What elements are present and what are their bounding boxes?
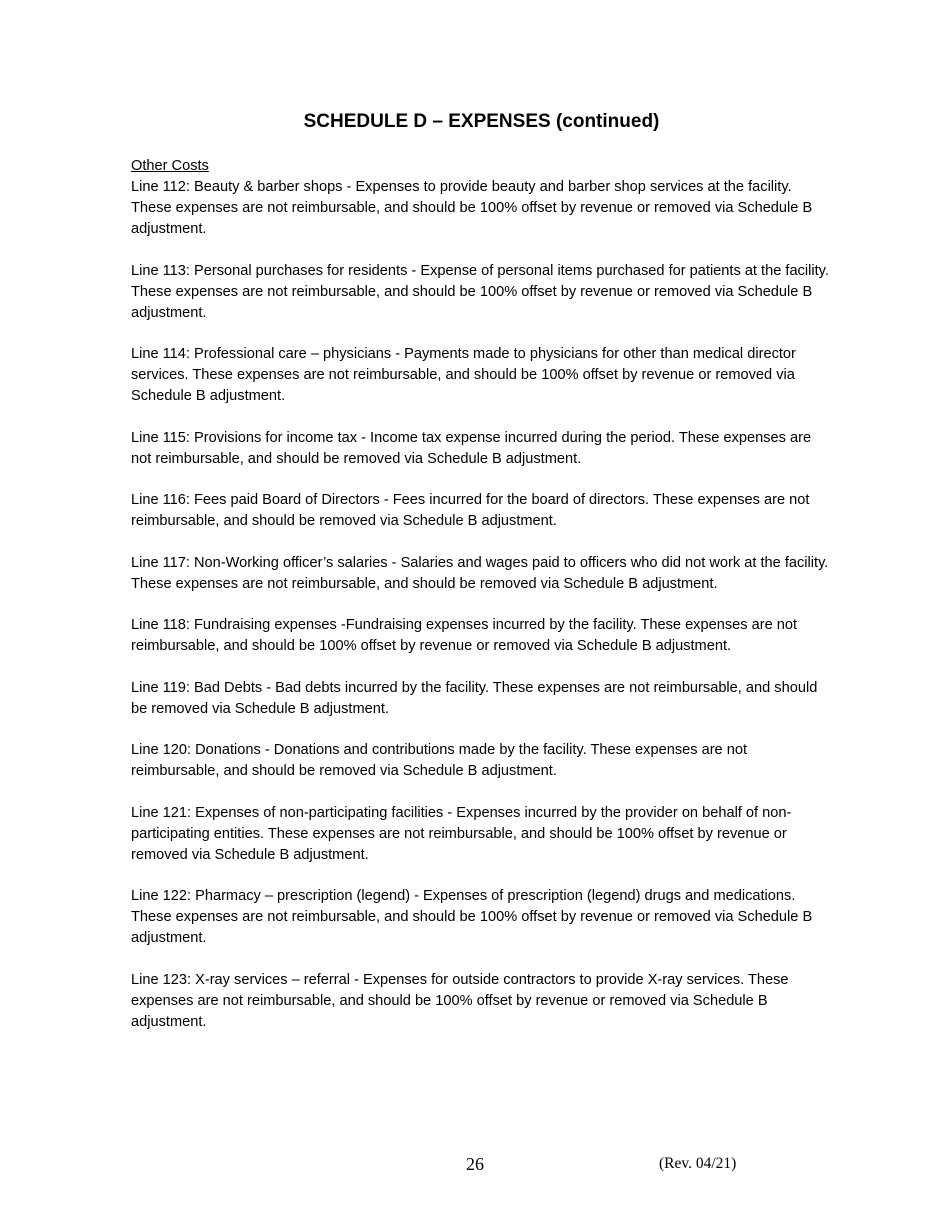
page-title: SCHEDULE D – EXPENSES (continued)	[303, 111, 660, 132]
line-121-entry: Line 121: Expenses of non-participating facilities - Expenses incurred by the provider on behalf of non-participating entities. These expenses are not reimbursable, and should be 100% offset by revenue or removed via Schedule B adjustment.	[131, 804, 792, 863]
line-116-entry: Line 116: Fees paid Board of Directors - Fees incurred for the board of directors. These expenses are not reimbursable, and should be removed via Schedule B adjustment.	[131, 492, 810, 529]
line-120-entry: Line 120: Donations - Donations and contributions made by the facility. These expenses are not reimbursable, and should be removed via Schedule B adjustment.	[131, 742, 748, 779]
line-114-entry: Line 114: Professional care – physicians - Payments made to physicians for other than medical director services. These expenses are not reimbursable, and should be 100% offset by revenue or removed via Schedule B adjustment.	[131, 346, 796, 404]
line-122-entry: Line 122: Pharmacy – prescription (legend) - Expenses of prescription (legend) drugs and medications. These expenses are not reimbursable, and should be 100% offset by revenue or removed via Schedule B adjustment.	[131, 888, 813, 946]
document-body	[131, 156, 831, 1053]
line-115-entry: Line 115: Provisions for income tax - Income tax expense incurred during the period. These expenses are not reimbursable, and should be removed via Schedule B adjustment.	[131, 429, 812, 467]
section-heading: Other Costs	[131, 158, 209, 174]
line-117-entry: Line 117: Non-Working officer’s salaries - Salaries and wages paid to officers who did not work at the facility. These expenses are not reimbursable, and should be removed via Schedule B adjustment.	[131, 554, 829, 592]
line-119-entry: Line 119: Bad Debts - Bad debts incurred by the facility. These expenses are not reimbursable, and should be removed via Schedule B adjustment.	[131, 679, 818, 717]
line-123-entry: Line 123: X-ray services – referral - Expenses for outside contractors to provide X-ray services. These expenses are not reimbursable, and should be 100% offset by revenue or removed via Schedule B adjustment.	[131, 971, 789, 1030]
page-number: 26	[466, 1154, 484, 1174]
line-118-entry: Line 118: Fundraising expenses -Fundraising expenses incurred by the facility. These expenses are not reimbursable, and should be 100% offset by revenue or removed via Schedule B adjustment.	[131, 617, 798, 654]
revision-label: (Rev. 04/21)	[659, 1155, 737, 1172]
line-112-entry: Line 112: Beauty & barber shops - Expenses to provide beauty and barber shop services at the facility. These expenses are not reimbursable, and should be 100% offset by revenue or removed via Schedule B adjustment.	[131, 179, 813, 237]
line-113-entry: Line 113: Personal purchases for residents - Expense of personal items purchased for patients at the facility. These expenses are not reimbursable, and should be 100% offset by revenue or removed via Schedule B adjustment.	[131, 262, 829, 321]
